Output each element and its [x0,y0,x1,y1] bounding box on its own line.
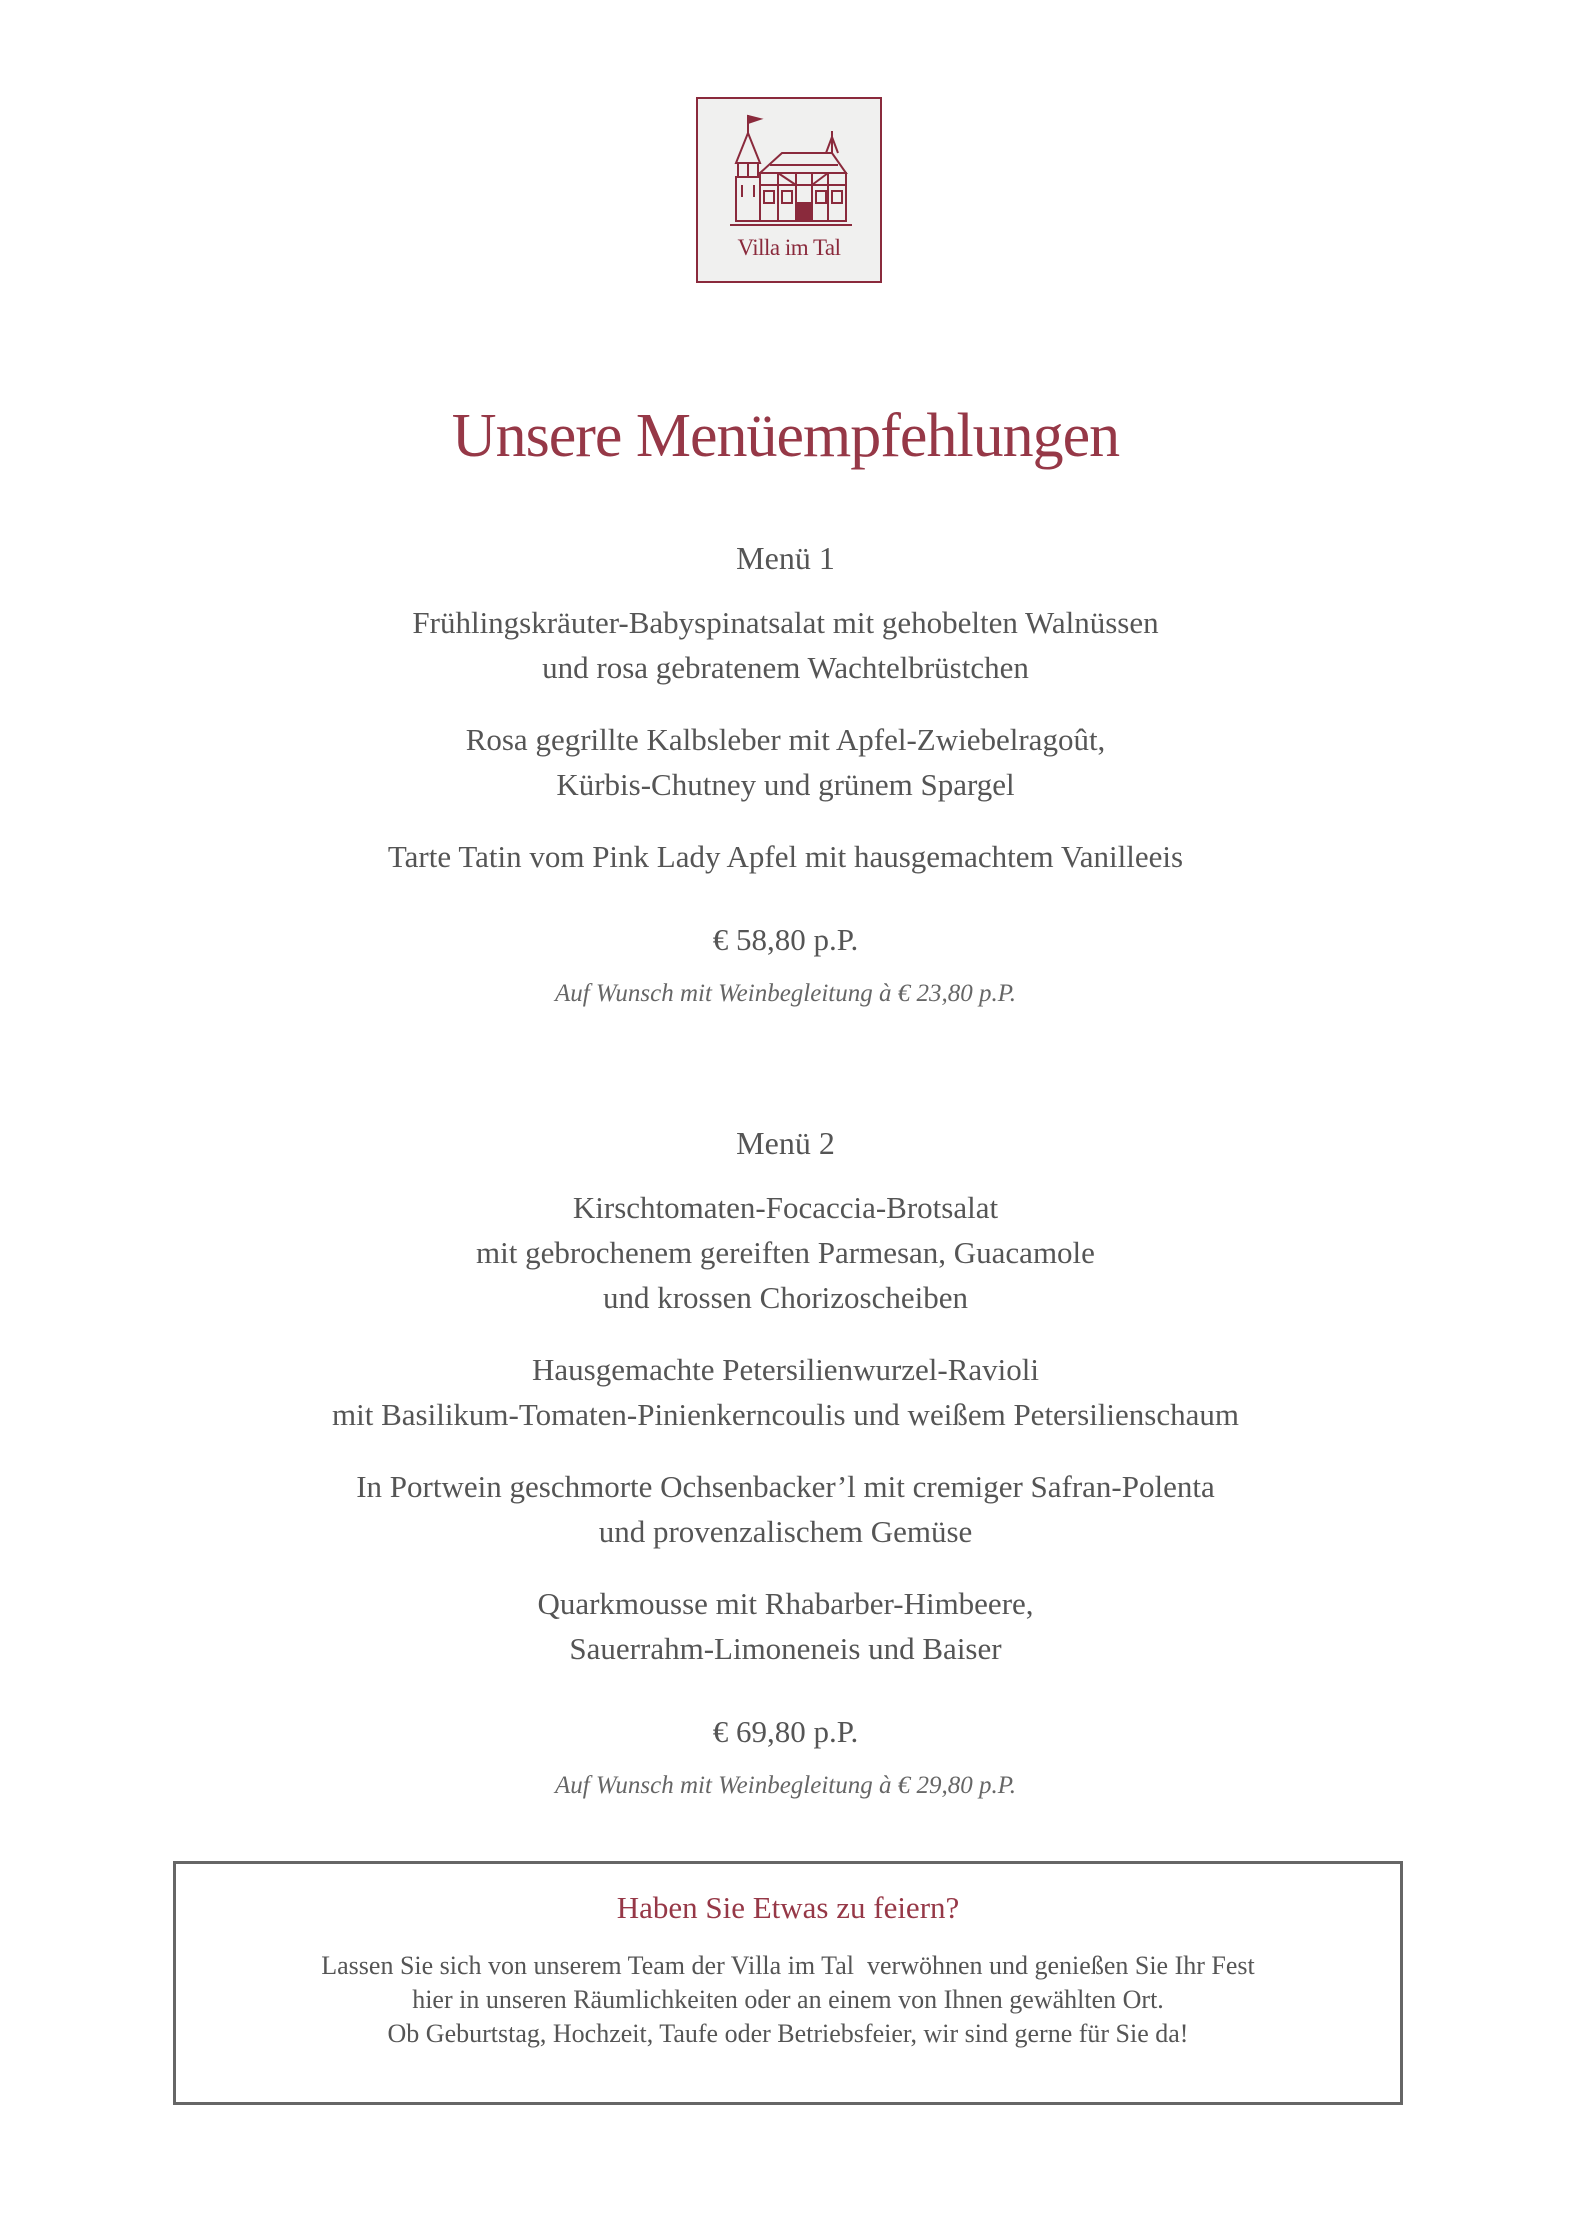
menu-1 [0,536,1571,1012]
notice-text [176,1949,1400,2051]
logo-text: Villa im Tal [737,235,841,260]
course [0,717,1571,807]
course-line: und krossen Chorizoscheiben [602,1280,969,1315]
course-line: In Portwein geschmorte Ochsenbacker’l mit cremiger Safran-Polenta [356,1469,1215,1504]
course-line: Rosa gegrillte Kalbsleber mit Apfel-Zwiebelragoût, [465,722,1106,757]
logo [696,97,882,283]
course-line: und rosa gebratenem Wachtelbrüstchen [542,650,1029,685]
course [0,1347,1571,1437]
wine-pairing-note: Auf Wunsch mit Weinbegleitung à € 29,80 p.P. [554,1772,1017,1799]
notice-line: Lassen Sie sich von unserem Team der Villa im Tal verwöhnen und genießen Sie Ihr Fest [321,1951,1255,1980]
course-line: mit gebrochenem gereiften Parmesan, Guacamole [476,1235,1095,1270]
menu-heading: Menü 1 [736,540,835,576]
course [0,1464,1571,1554]
course-line: Hausgemachte Petersilienwurzel-Ravioli [531,1352,1040,1387]
wine-pairing-note: Auf Wunsch mit Weinbegleitung à € 23,80 p.P. [554,980,1017,1007]
menu-2 [0,1121,1571,1804]
course [0,1185,1571,1320]
course [0,1581,1571,1671]
notice-line: Ob Geburtstag, Hochzeit, Taufe oder Betriebsfeier, wir sind gerne für Sie da! [387,2019,1189,2048]
course-line: Quarkmousse mit Rhabarber-Himbeere, [537,1586,1034,1621]
page-title: Unsere Menüempfehlungen [451,402,1120,470]
villa-building-icon [720,113,860,231]
celebration-notice [173,1861,1403,2105]
menu-heading: Menü 2 [736,1125,835,1161]
course-line: Kirschtomaten-Focaccia-Brotsalat [572,1190,999,1225]
course [0,834,1571,879]
notice-title: Haben Sie Etwas zu feiern? [616,1890,960,1925]
course-line: Tarte Tatin vom Pink Lady Apfel mit hausgemachtem Vanilleeis [387,839,1184,874]
course-line: Sauerrahm-Limoneneis und Baiser [569,1631,1002,1666]
course-line: Kürbis-Chutney und grünem Spargel [556,767,1015,802]
menu-price: € 58,80 p.P. [712,922,859,957]
course-line: Frühlingskräuter-Babyspinatsalat mit gehobelten Walnüssen [412,605,1159,640]
course-line: mit Basilikum-Tomaten-Pinienkerncoulis und weißem Petersilienschaum [332,1397,1239,1432]
course-line: und provenzalischem Gemüse [598,1514,973,1549]
menu-price: € 69,80 p.P. [712,1714,859,1749]
course [0,600,1571,690]
notice-line: hier in unseren Räumlichkeiten oder an einem von Ihnen gewählten Ort. [412,1985,1164,2014]
